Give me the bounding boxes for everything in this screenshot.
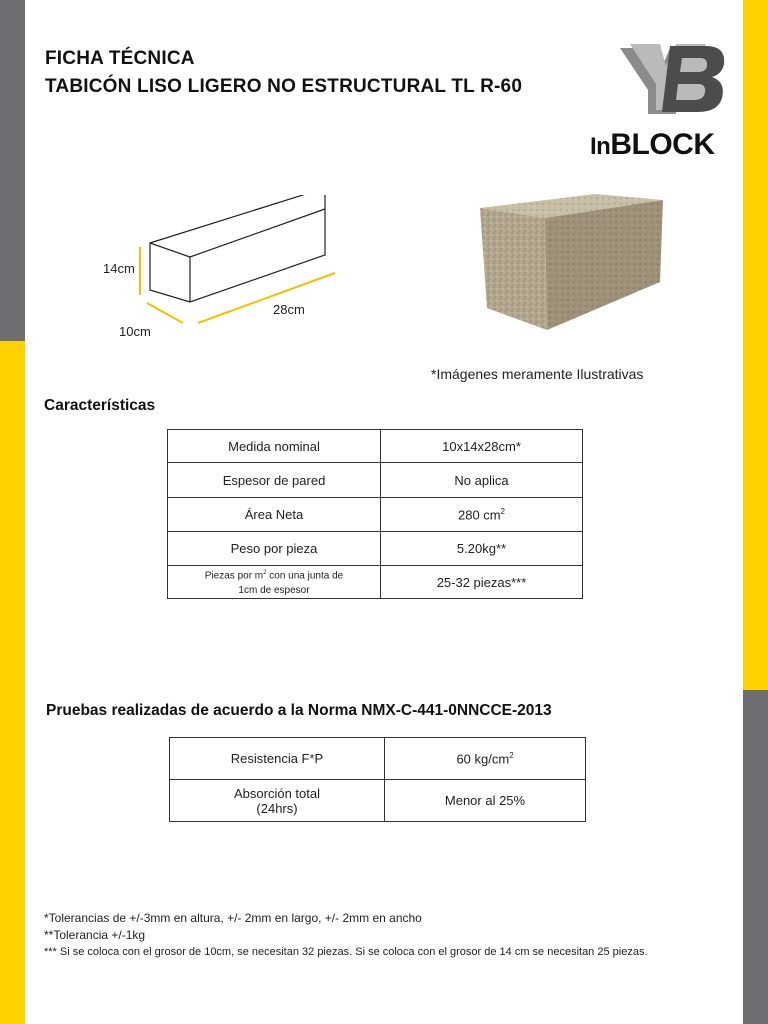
label-text: 1cm de espesor xyxy=(238,584,310,596)
footnote-2: **Tolerancia +/-1kg xyxy=(44,928,146,942)
width-label: 10cm xyxy=(119,324,151,339)
row-value xyxy=(381,498,583,532)
right-gray-bar xyxy=(743,690,768,1024)
page-title xyxy=(45,45,522,101)
label-text: Piezas por m xyxy=(204,570,264,582)
label-text: (24hrs) xyxy=(256,800,298,816)
row-value xyxy=(385,738,586,780)
row-value: 25-32 piezas*** xyxy=(381,566,583,599)
table-row xyxy=(168,463,583,498)
row-label: Área Neta xyxy=(168,498,381,532)
label-sup: 2 xyxy=(263,570,267,577)
footnote-3: *** Si se coloca con el grosor de 10cm, se necesitan 32 piezas. Si se coloca con el grosor de 14 cm se necesitan 25 piezas. xyxy=(44,946,648,958)
table-row xyxy=(170,780,586,822)
value-text: 280 cm xyxy=(458,507,501,523)
title-line-1: FICHA TÉCNICA xyxy=(45,48,195,69)
footnotes xyxy=(44,910,648,961)
brand-prefix: In xyxy=(590,133,611,160)
table-row xyxy=(168,430,583,463)
caracteristicas-table xyxy=(167,429,583,599)
length-label: 28cm xyxy=(273,302,305,317)
left-gray-bar xyxy=(0,0,25,341)
row-label: Resistencia F*P xyxy=(170,738,385,780)
table-row xyxy=(168,532,583,566)
caracteristicas-heading: Características xyxy=(44,397,156,414)
brand-name: BLOCK xyxy=(610,128,715,161)
left-yellow-bar xyxy=(0,341,25,1024)
row-value: Menor al 25% xyxy=(385,780,586,822)
right-yellow-bar xyxy=(743,0,768,690)
pruebas-table xyxy=(169,737,586,822)
brand-wordmark xyxy=(590,128,714,162)
images-note: *Imágenes meramente Ilustrativas xyxy=(431,366,644,382)
row-value: 5.20kg** xyxy=(381,532,583,566)
row-label: Medida nominal xyxy=(168,430,381,463)
row-value: No aplica xyxy=(381,463,583,498)
row-label: Espesor de pared xyxy=(168,463,381,498)
label-text: Absorción total xyxy=(234,785,320,801)
title-line-2: TABICÓN LISO LIGERO NO ESTRUCTURAL TL R-60 xyxy=(45,76,523,97)
row-label xyxy=(170,780,385,822)
yb-monogram-icon xyxy=(620,44,724,114)
table-row xyxy=(168,566,583,599)
pruebas-heading: Pruebas realizadas de acuerdo a la Norma NMX-C-441-0NNCCE-2013 xyxy=(46,702,552,719)
value-sup: 2 xyxy=(509,750,514,760)
block-dimension-diagram xyxy=(95,195,365,345)
label-text: con una junta de xyxy=(266,570,344,582)
row-label: Peso por pieza xyxy=(168,532,381,566)
table-row xyxy=(168,498,583,532)
row-label xyxy=(168,566,381,599)
row-value: 10x14x28cm* xyxy=(381,430,583,463)
value-text: 60 kg/cm xyxy=(456,751,510,767)
table-row xyxy=(170,738,586,780)
value-sup: 2 xyxy=(500,506,505,516)
footnote-1: *Tolerancias de +/-3mm en altura, +/- 2mm en largo, +/- 2mm en ancho xyxy=(44,911,422,925)
block-photo xyxy=(475,190,670,335)
height-label: 14cm xyxy=(103,261,135,276)
